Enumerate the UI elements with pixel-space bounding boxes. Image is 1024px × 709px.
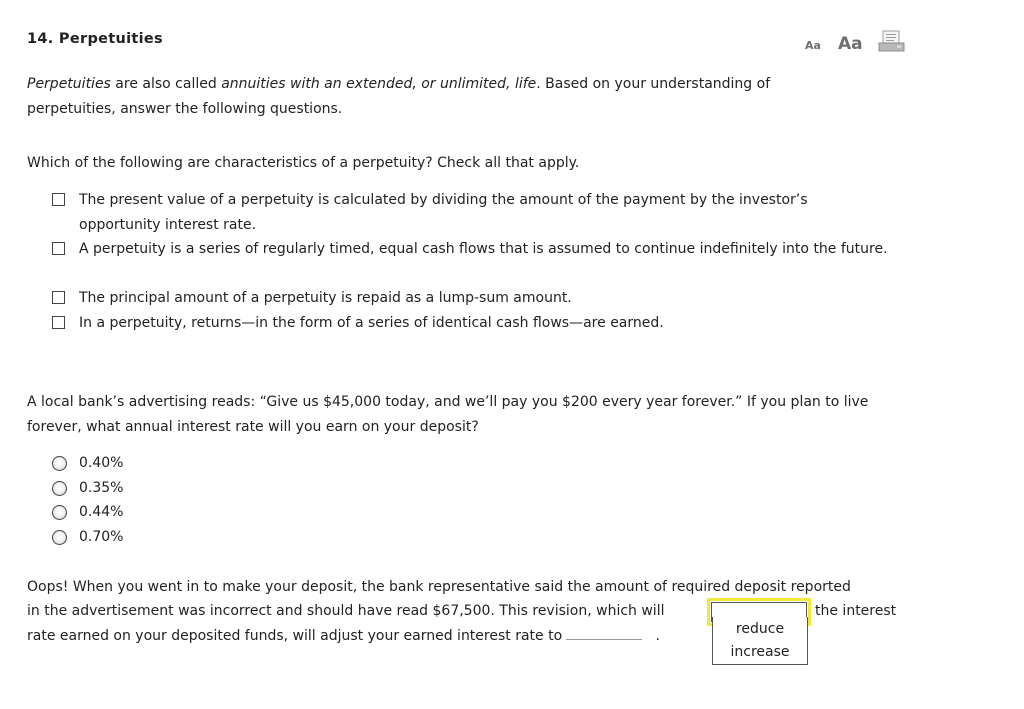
radio-button[interactable] [52, 456, 67, 471]
part3-text-1a: Oops! When you went in to make your deposit, the bank representative said the amount of required deposit reported [27, 579, 851, 595]
part2-prompt: A local bank’s advertising reads: “Give us $45,000 today, and we’ll pay you $200 every year forever.” If you plan to live forever, what annual interest rate will you earn on your deposit? [27, 394, 869, 435]
part3-line-3 [27, 624, 660, 649]
checkbox-option-1[interactable] [52, 188, 862, 237]
interest-rate-blank[interactable] [566, 625, 642, 640]
part1-prompt: Which of the following are characteristics of a perpetuity? Check all that apply. [27, 155, 580, 171]
radio-button[interactable] [52, 530, 67, 545]
question-title: 14. Perpetuities [27, 31, 163, 47]
checkbox[interactable] [52, 316, 65, 329]
part3-text-2: the interest [815, 603, 897, 619]
checkbox-option-label: In a perpetuity, returns—in the form of a series of identical cash flows—are earned. [79, 315, 664, 331]
dropdown-option-reduce[interactable]: reduce [735, 621, 785, 637]
radio-option-2[interactable] [52, 476, 252, 501]
checkbox-option-label: The present value of a perpetuity is calculated by dividing the amount of the payment by the investor’s opportunity interest rate. [79, 192, 808, 233]
checkbox-option-4[interactable] [52, 311, 892, 336]
checkbox-option-3[interactable] [52, 286, 892, 311]
checkbox[interactable] [52, 193, 65, 206]
print-icon[interactable] [878, 30, 905, 52]
period: . [655, 628, 660, 644]
radio-option-4[interactable] [52, 525, 252, 550]
intro-text-1: are also called [110, 76, 222, 92]
radio-option-label: 0.35% [79, 480, 124, 496]
radio-button[interactable] [52, 481, 67, 496]
intro-term-perpetuities: Perpetuities [27, 76, 111, 92]
decrease-font-button[interactable]: Aa [805, 39, 821, 52]
checkbox-option-2[interactable] [52, 237, 892, 262]
checkbox-option-label: The principal amount of a perpetuity is repaid as a lump-sum amount. [79, 290, 572, 306]
radio-option-label: 0.44% [79, 504, 124, 520]
radio-option-label: 0.40% [79, 455, 124, 471]
intro-text-2: . Based on your understanding of perpetuities, answer the following questions. [27, 76, 771, 117]
toolbar [805, 30, 905, 56]
radio-option-3[interactable] [52, 500, 252, 525]
select-dropdown [712, 617, 808, 665]
part3-text-3: rate earned on your deposited funds, will adjust your earned interest rate to [27, 628, 563, 644]
dropdown-option-increase[interactable]: increase [730, 644, 790, 660]
radio-option-label: 0.70% [79, 529, 124, 545]
part3-line-2: in the advertisement was incorrect and should have read $67,500. This revision, which will [27, 603, 665, 619]
part3-line-1 [27, 575, 947, 600]
radio-option-1[interactable] [52, 451, 252, 476]
intro-paragraph [27, 72, 827, 121]
checkbox-option-label: A perpetuity is a series of regularly timed, equal cash flows that is assumed to continue indefinitely into the future. [79, 241, 888, 257]
checkbox[interactable] [52, 291, 65, 304]
radio-button[interactable] [52, 505, 67, 520]
reduce-increase-select[interactable] [707, 598, 811, 660]
intro-term-annuities: annuities with an extended, or unlimited, life [221, 76, 537, 92]
checkbox[interactable] [52, 242, 65, 255]
increase-font-button[interactable]: Aa [837, 34, 863, 54]
